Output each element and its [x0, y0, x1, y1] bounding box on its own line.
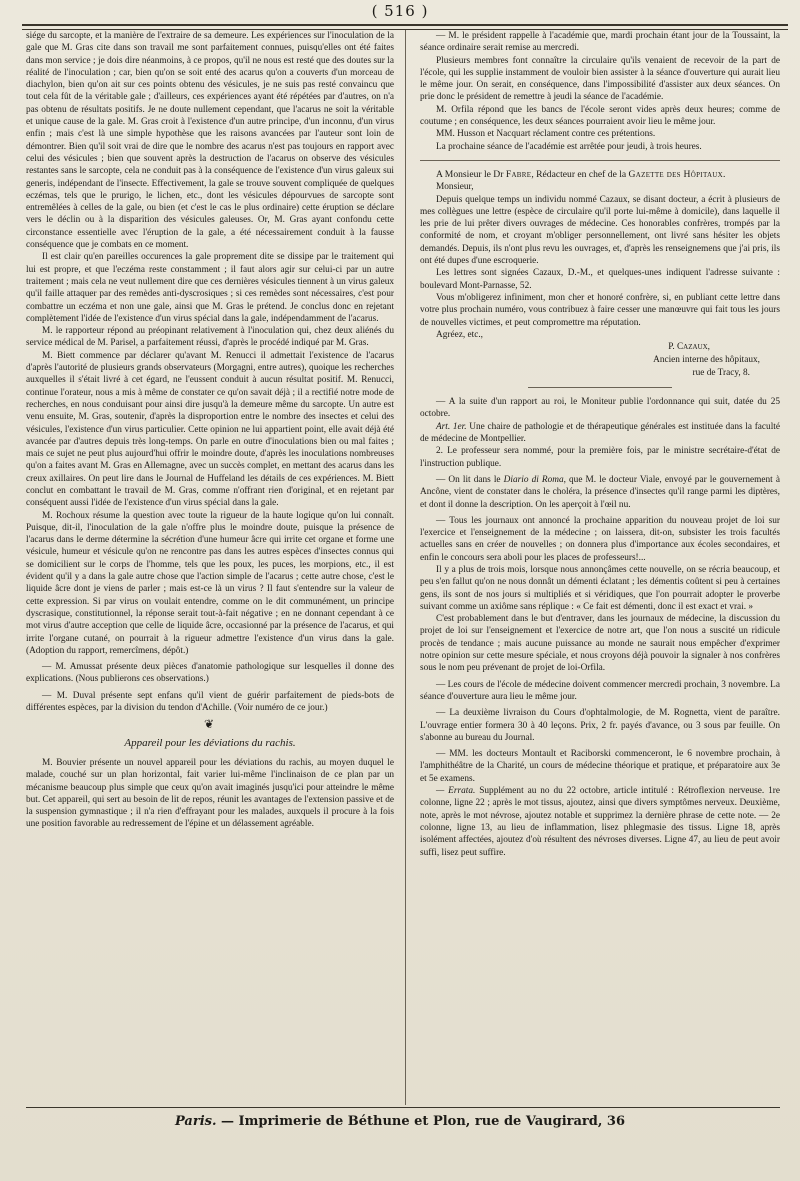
letter-signature	[420, 341, 780, 380]
letter-paragraph-1: Depuis quelque temps un individu nommé Cazaux, se disant docteur, a écrit à plusieurs de mes collègues une lettre (espèce de circulaire qu'il porte lui-même à domicile), dans laquelle il les prie de lui prêter divers ouvrages de médecine. Ces honorables confrères, trompés par la conformité de nom, et croyant m'obliger personnellement, ont livré sans hésiter les objets demandés. Depuis, ils n'ont plus revu les ouvrages, et, d'après les renseignemens que j'ai pris, ils ont été dupes d'une escroquerie.	[420, 194, 780, 267]
left-column	[26, 30, 394, 831]
news-diario-pre: — On lit dans le	[436, 474, 504, 485]
letter-salutation: Monsieur,	[436, 182, 474, 193]
page-number: ( 516 )	[371, 2, 429, 20]
signature-title: Ancien interne des hôpitaux,	[653, 355, 760, 366]
news-diario-paper: Diario di Roma	[503, 474, 564, 485]
imprint-text: — Imprimerie de Béthune et Plon, rue de Vaugirard, 36	[216, 1114, 625, 1129]
letter-heading-paper: Gazette des Hôpitaux	[628, 168, 724, 180]
letter-paragraph-2: Les lettres sont signées Cazaux, D.-M., et quelques-unes indiquent l'adresse suivante : boulevard Mont-Parnasse, 52.	[420, 268, 780, 291]
letter-heading-mid: , Rédacteur en chef de la	[531, 168, 629, 180]
section-separator	[528, 387, 672, 388]
paragraph-gale-conclusion: Il est clair qu'en pareilles occurences la gale proprement dite se dissipe par le traitement qui lui est propre, et que l'eczéma reste constamment ; il faut alors agir sur celui-ci par un autre traitement ; mais cela ne veut nullement dire que ces dernières vésicules tiennent à un virus galeux qu'il faille attaquer par des remèdes anti-dyscrosiques ; si ces remèdes sont nécessaires, c'est pour combattre un eczéma et non une gale, ainsi que M. Gras le prétend. Je conclus donc en rejetant complètement l'idée de l'existence d'un virus spécial dans la gale, indépendamment de l'acarus.	[26, 252, 394, 324]
paragraph-circulaire: Plusieurs membres font connaître la circulaire qu'ils venaient de recevoir de la part de l'école, qui les supplie instamment de vouloir bien assister à la séance d'ouverture qui aurait lieu le même jour. On serait, en conséquence, dans l'impossibilité d'assister aux deux séances. On prie donc le président de remettre à jeudi la séance de l'académie.	[420, 55, 780, 103]
news-moniteur: — A la suite d'un rapport au roi, le Moniteur publie l'ordonnance qui suit, datée du 25 octobre.	[420, 397, 780, 420]
article-1-text: Une chaire de pathologie et de thérapeutique générales est instituée dans la faculté de médecine de Montpellier.	[420, 421, 780, 445]
paragraph-husson: MM. Husson et Nacquart réclament contre ces prétentions.	[436, 129, 656, 140]
letter-closing: Agréez, etc.,	[436, 329, 483, 340]
letter-heading-prefix: A Monsieur le Dr	[436, 168, 506, 180]
news-rognetta: — La deuxième livraison du Cours d'ophtalmologie, de M. Rognetta, vient de paraître. L'ouvrage entier formera 30 à 40 leçons. Prix, 2 fr. payés d'avance, ou 3 sous par feuille. On s'abonne au bureau du Journal.	[420, 708, 780, 743]
imprint-rule	[26, 1107, 780, 1108]
imprint-city: Paris.	[175, 1114, 217, 1129]
news-errata	[420, 785, 780, 859]
paragraph-bouvier: M. Bouvier présente un nouvel appareil pour les déviations du rachis, au moyen duquel le malade, couché sur un plan horizontal, fait varier lui-même l'inclinaison de ce plan par un mécanisme beaucoup plus simple que ceux qu'on avait imaginés jusqu'ici pour atteindre le même but. Cet appareil, qui sert au besoin de lit de repos, réunit les avantages de l'extension passive et de la suspension gymnastique ; il n'a rien d'effrayant pour les malades, auxquels il procure à la fois une position favorable au redressement de l'épine et un délassement agréable.	[26, 757, 394, 830]
paragraph-rapporteur: M. le rapporteur répond au préopinant relativement à l'inoculation qui, chez deux aliénés du service médical de M. Parisel, a parfaitement réussi, d'après le procédé indiqué par M. Gras.	[26, 326, 394, 349]
news-projet-loi: — Tous les journaux ont annoncé la prochaine apparition du nouveau projet de loi sur l'exercice et l'enseignement de la médecine ; on laissera, dit-on, subsister les trois facultés actuelles sans en créer de nouvelles ; on donnera plus d'importance aux écoles secondaires, et enfin le concours sera aboli pour les places de professeurs!...	[420, 515, 780, 563]
paragraph-orfila: M. Orfila répond que les bancs de l'école seront vides après deux heures; comme de coutume ; en conséquence, les deux séances pourraient avoir lieu le même jour.	[420, 104, 780, 128]
section-title-rachis: Appareil pour les déviations du rachis.	[124, 736, 296, 749]
section-separator	[420, 160, 780, 161]
imprint-line	[0, 1114, 800, 1129]
right-column	[420, 30, 780, 859]
paragraph-amussat: — M. Amussat présente deux pièces d'anatomie pathologique sur lesquelles il donne des explications. (Nous publierons ces observations.)	[26, 662, 394, 685]
paragraph-biett: M. Biett commence par déclarer qu'avant M. Renucci il admettait l'existence de l'acarus d'après l'autorité de plusieurs grands observateurs (Morgagni, entre autres), quoique les recherches auxquelles il s'était livré à cet égard, ne l'eussent conduit à aucun résultat positif. M. Renucci, continue l'orateur, nous a mis à même de constater ce qu'on savait déjà ; il a rectifié notre mode de recherches, en nous conduisant pour ainsi dire jusqu'à la demeure même du sarcopte. Un autre est venu ensuite, M. Gras, soutenir, d'après la disproportion entre le nombre des insectes et celui des vésicules, l'existence d'un virus particulier. Cette opinion ne lui appartient point, elle avait déjà été avancée par d'autres depuis très long-temps. On parle en outre d'inoculations bien ou mal faites ; mais ce sujet ne peut plus aujourd'hui offrir le moindre doute, d'après les inoculations nombreuses qu'on a faites avant M. Gras en Allemagne, avec un succès complet, en mettant des acarus dans les creux axillaires. On peut lire dans le Journal de Huffeland les détails de ces expériences. M. Biett conclut en combattant le travail de M. Gras, comme n'offrant rien d'original, et en rejetant par conséquent aussi l'idée de l'existence d'un virus spécial dans la gale.	[26, 350, 394, 509]
news-article-1	[420, 421, 780, 446]
news-article-2: 2. Le professeur sera nommé, pour la première fois, par le ministre secrétaire-d'état de l'instruction publique.	[420, 446, 780, 469]
errata-text: Supplément au no du 22 octobre, article intitulé : Rétroflexion nerveuse. 1re colonne, ligne 22 ; après le mot tissus, ajoutez, ainsi que divers symptômes nerveux. Deuxième, note, après le mot névrose, ajoutez notable et supprimez la dernière phrase de cette note. — 2e colonne, ligne 13, au lieu de inflammation, lisez phlegmasie des tissus. Ligne 18, après isolément affectées, ajoutez d'où résultent des névroses diverses. Ligne 47, au lieu de peut avoir suffi, lisez peut suffire.	[420, 786, 780, 858]
news-trois-mois: Il y a plus de trois mois, lorsque nous annonçâmes cette nouvelle, on se récria beaucoup, et peu s'en fallut qu'on ne nous donnât un démenti éclatant ; les démentis coûtent si peu à certaines gens, ils sont de nos jours si multipliés et si véridiques, que l'on pourrait adopter le proverbe suivant comme un axiôme sans réplique : « Ce fait est démenti, donc il est exact et vrai. »	[420, 564, 780, 612]
news-montault: — MM. les docteurs Montault et Raciborski commenceront, le 6 novembre prochain, à l'amphithéâtre de la Charité, un cours de médecine théorique et pratique, et préparatoire aux 3e et 5e examens.	[420, 749, 780, 784]
letter-heading-end: .	[723, 168, 726, 180]
column-divider	[405, 30, 406, 1105]
paragraph-rochoux: M. Rochoux résume la question avec toute la rigueur de la haute logique qu'on lui connaît. Puisque, dit-il, l'inoculation de la gale n'offre plus le moindre doute, puisque la présence de l'acarus dans le derme détermine la sécrétion d'une humeur âcre qui irrite cet organe et forme une vésicule, humeur et vésicule qu'on ne rencontre pas dans les autres espèces d'insectes connus qui se domicilient sur le corps de l'homme, tels que les poux, les puces, les morpions, etc., il est évident qu'il y a dans la gale autre chose que l'action simple de l'acarus ; cette autre chose, c'est le liquide âcre dont je viens de parler ; mais est-ce là un virus ? Il faut s'entendre sur la valeur de cette expression. Si par virus on voulait entendre, comme on le dit communément, un principe dyscrasique, constitutionnel, la réponse serait tout-à-fait négative ; en ne donnant cependant à ce mot virus d'autre acception que celle de liquide âcre, occasionné par la présence de l'acarus, et qui irrite l'organe cutané, on pourrait à la rigueur admettre l'existence d'un virus dans la gale. (Adoption du rapport, remercîmens, dépôt.)	[26, 510, 394, 656]
news-diario	[420, 474, 780, 511]
letter-paragraph-3: Vous m'obligerez infiniment, mon cher et honoré confrère, si, en publiant cette lettre dans votre plus prochain numéro, vous contribuez à faire cesser une manœuvre qui fait tous les jours de nouvelles victimes, et peut compromettre ma réputation.	[420, 292, 780, 328]
paragraph-president: — M. le président rappelle à l'académie que, mardi prochain étant jour de la Toussaint, la séance ordinaire serait remise au mercredi.	[420, 31, 780, 54]
letter-heading-name: Fabre	[505, 168, 532, 180]
news-diario-post: , que M. le docteur Viale, envoyé par le gouvernement à Ancône, vient de constater dans le choléra, la présence d'insectes qu'il range parmi les diptères, et dont il donne la description. On les aperçoit à l'œil nu.	[420, 474, 780, 510]
errata-label: — Errata.	[436, 786, 476, 797]
paragraph-duval: — M. Duval présente sept enfans qu'il vient de guérir parfaitement de pieds-bots de différentes espèces, par la division du tendon d'Achille. (Voir numéro de ce jour.)	[26, 690, 394, 714]
signature-address: rue de Tracy, 8.	[692, 368, 750, 379]
news-cours-ecole: — Les cours de l'école de médecine doivent commencer mercredi prochain, 3 novembre. La séance d'ouverture aura lieu le même jour.	[420, 679, 780, 702]
signature-name: P. Cazaux,	[668, 342, 710, 353]
letter-heading	[420, 169, 780, 181]
paragraph-prochaine-seance: La prochaine séance de l'académie est arrêtée pour jeudi, à trois heures.	[436, 141, 702, 152]
fleuron-ornament-icon: ❦	[203, 717, 217, 732]
news-proces: C'est probablement dans le but d'entraver, dans les journaux de médecine, la discussion du projet de loi sur l'enseignement et l'exercice de notre art, que l'on nous a suscité un ridicule procès de tendance ; mais aucune puissance au monde ne saurait nous empêcher d'exprimer notre opinion sur cette mesure spéciale, et nous croyons déjà pouvoir la signaler à nos confrères sous le nom peu prévenant de projet de loi-Orfila.	[420, 614, 780, 674]
paragraph-gale-continuation: siége du sarcopte, et la manière de l'extraire de sa demeure. Les expériences sur l'inoculation de la gale que M. Gras cite dans son travail me sont parfaitement connues, puisqu'elles ont été faites dans mon service ; je dois dire néanmoins, à ce propos, qu'il ne nous est resté que des doutes sur la réalité de l'inoculation ; car, bien qu'on se soit enté des acarus qu'on a couverts d'un morceau de diachylon, bien qu'on ait sur ces points obtenu des vésicules, je ne suis pas resté convaincu que tout cela fût de la véritable gale ; d'ailleurs, ces expériences ayant été répétées par d'autres, on n'a pas obtenu de résultats positifs. Je ne doute nullement cependant, que l'acarus ne soit la véritable et unique cause de la gale. M. Gras croit à l'existence d'un autre principe, d'un inconnu, d'un virus enfin ; mais c'est là une simple hypothèse que les raisons avancées par l'auteur sont loin de démontrer. Bien qu'il soit vrai de dire que le nombre des acarus n'est pas toujours en rapport avec celui des vésicules ; bien que souvent après la destruction de l'acarus on observe des vésicules restantes sans le sarcopte, cela ne conduit pas à la conséquence de l'existence d'un virus galeux sui generis, indépendant de l'insecte. Effectivement, la gale se trouve souvent compliquée de quelques eczémas, tels que le prurigo, le lichen, etc., dont les vésicules dépourvues de sarcopte sont entremêlées à celles de la gale, ou bien (et c'est le cas le plus ordinaire) cette éruption se déclare vers le déclin ou à la disparition des vésicules galeuses. Or, M. Gras ayant confondu cette circonstance essentielle avec l'éruption de la gale, a été nécessairement conduit à la fausse conséquence que je combats en ce moment.	[26, 31, 394, 251]
article-label: Art. 1er.	[436, 421, 467, 432]
